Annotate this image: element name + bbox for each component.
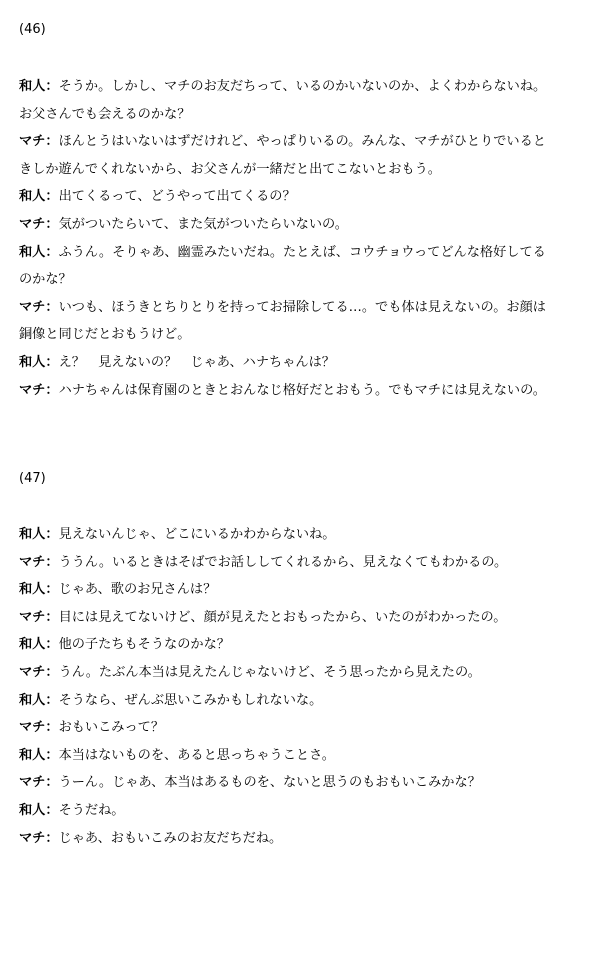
dialogue-line <box>19 769 593 797</box>
speaker-colon: ： <box>45 802 59 818</box>
line-text: きしか遊んでくれないから、お父さんが一緒だと出てこないとおもう。 <box>19 161 441 177</box>
speaker-colon: ： <box>45 582 59 598</box>
speaker-colon: ： <box>45 609 59 625</box>
speaker-name: 和人 <box>19 189 46 205</box>
dialogue-line <box>19 631 593 659</box>
line-text: 目には見えてないけど、顔が見えたとおもったから、いたのがわかったの。 <box>58 609 507 625</box>
line-text: 本当はないものを、あると思っちゃうことさ。 <box>58 747 335 763</box>
dialogue-line <box>19 604 593 632</box>
speaker-colon: ： <box>45 382 59 398</box>
dialogue-line <box>19 349 593 377</box>
speaker-colon: ： <box>45 527 59 542</box>
line-text: 見えないんじゃ、どこにいるかわからないね。 <box>58 527 336 542</box>
line-text: え？ 見えないの？ じゃあ、ハナちゃんは？ <box>58 354 335 370</box>
speaker-name: 和人 <box>19 79 46 94</box>
dialogue-line <box>19 825 593 853</box>
line-text: おもいこみって？ <box>58 720 165 736</box>
dialogue-line <box>19 101 593 129</box>
speaker-name: マチ <box>19 299 46 315</box>
dialogue-line <box>19 156 593 184</box>
line-text: 銅像と同じだとおもうけど。 <box>19 327 191 343</box>
speaker-colon: ： <box>45 299 59 315</box>
dialogue-line <box>19 714 593 742</box>
dialogue-line <box>19 521 593 549</box>
line-text: そうだね。 <box>58 802 125 818</box>
line-text: ハナちゃんは保育園のときとおんなじ格好だとおもう。でもマチには見えないの。 <box>58 382 546 398</box>
dialogue-line <box>19 294 593 322</box>
speaker-name: 和人 <box>19 582 46 598</box>
line-text: そうか。しかし、マチのお友だちって、いるのかいないのか、よくわからないね。 <box>58 79 547 94</box>
dialogue-line <box>19 687 593 715</box>
speaker-name: 和人 <box>19 354 46 370</box>
speaker-name: マチ <box>19 134 46 150</box>
section-number: (47) <box>19 471 46 486</box>
dialogue-line <box>19 183 593 211</box>
section-number: (46) <box>19 22 46 37</box>
speaker-name: マチ <box>19 382 46 398</box>
line-text: ううん。いるときはそばでお話ししてくれるから、見えなくてもわかるの。 <box>58 554 508 570</box>
line-text: うーん。じゃあ、本当はあるものを、ないと思うのもおもいこみかな？ <box>58 775 481 791</box>
speaker-colon: ： <box>45 554 59 570</box>
speaker-name: 和人 <box>19 802 46 818</box>
dialogue-line <box>19 576 593 604</box>
speaker-colon: ： <box>45 664 59 680</box>
speaker-name: 和人 <box>19 244 46 260</box>
line-text: ふうん。そりゃあ、幽霊みたいだね。たとえば、コウチョウってどんな格好してる <box>58 244 546 260</box>
dialogue-line <box>19 377 593 405</box>
speaker-colon: ： <box>45 354 59 370</box>
dialogue-line <box>19 128 593 156</box>
line-text: そうなら、ぜんぶ思いこみかもしれないな。 <box>58 692 323 708</box>
speaker-name: マチ <box>19 609 46 625</box>
speaker-colon: ： <box>45 692 59 708</box>
speaker-colon: ： <box>45 637 59 653</box>
speaker-colon: ： <box>45 189 59 205</box>
line-text: いつも、ほうきとちりとりを持ってお掃除してる…。でも体は見えないの。お顔は <box>58 299 546 315</box>
speaker-name: マチ <box>19 830 46 846</box>
line-text: じゃあ、歌のお兄さんは？ <box>58 582 217 598</box>
dialogue-block <box>19 73 593 404</box>
speaker-colon: ： <box>45 720 59 736</box>
speaker-colon: ： <box>45 79 59 94</box>
speaker-name: 和人 <box>19 747 46 763</box>
dialogue-block <box>19 521 593 852</box>
speaker-name: 和人 <box>19 637 46 653</box>
speaker-name: 和人 <box>19 692 46 708</box>
dialogue-line <box>19 797 593 825</box>
dialogue-line <box>19 211 593 239</box>
line-text: 他の子たちもそうなのかな？ <box>58 637 230 653</box>
dialogue-line <box>19 321 593 349</box>
dialogue-line <box>19 659 593 687</box>
line-text: うん。たぶん本当は見えたんじゃないけど、そう思ったから見えたの。 <box>58 664 481 680</box>
line-text: じゃあ、おもいこみのお友だちだね。 <box>58 830 283 846</box>
speaker-colon: ： <box>45 134 59 150</box>
dialogue-line <box>19 742 593 770</box>
line-text: のかな？ <box>19 272 72 288</box>
speaker-colon: ： <box>45 775 59 791</box>
line-text: お父さんでも会えるのかな？ <box>19 106 191 122</box>
speaker-colon: ： <box>45 830 59 846</box>
speaker-name: マチ <box>19 216 46 232</box>
dialogue-line <box>19 73 593 101</box>
dialogue-line <box>19 266 593 294</box>
dialogue-line <box>19 549 593 577</box>
speaker-name: 和人 <box>19 527 46 542</box>
speaker-colon: ： <box>45 244 59 260</box>
line-text: 気がついたらいて、また気がついたらいないの。 <box>58 216 348 232</box>
speaker-name: マチ <box>19 775 46 791</box>
dialogue-line <box>19 239 593 267</box>
speaker-name: マチ <box>19 664 46 680</box>
speaker-name: マチ <box>19 720 46 736</box>
line-text: ほんとうはいないはずだけれど、やっぱりいるの。みんな、マチがひとりでいると <box>58 134 546 150</box>
speaker-colon: ： <box>45 747 59 763</box>
speaker-name: マチ <box>19 554 46 570</box>
speaker-colon: ： <box>45 216 59 232</box>
line-text: 出てくるって、どうやって出てくるの？ <box>58 189 296 205</box>
